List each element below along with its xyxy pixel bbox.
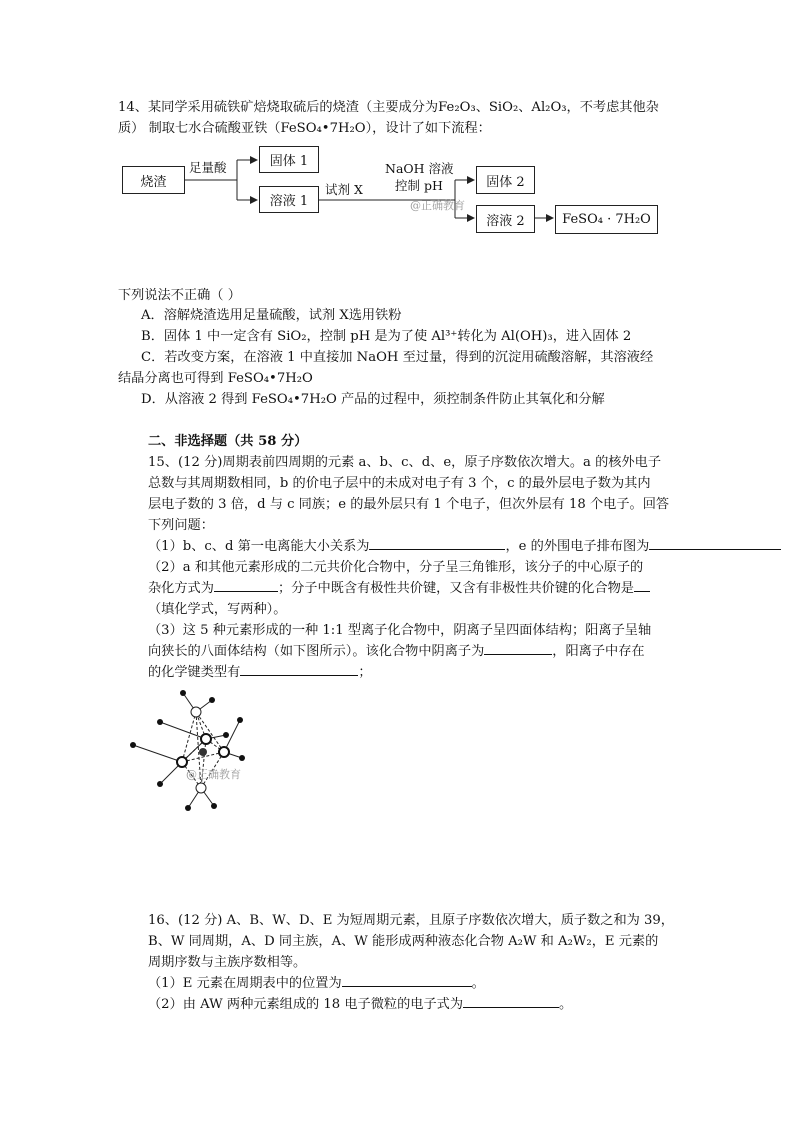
q16-line2: B、W 同周期，A、D 同主族，A、W 能形成两种液态化合物 A₂W 和 A₂W₂，E 元素的	[148, 934, 659, 949]
flow-box-solution2: 溶液 2	[476, 205, 535, 233]
flow-box-solid1: 固体 1	[259, 146, 319, 173]
q15-sub2-line1: （2）a 和其他元素形成的二元共价化合物中，分子呈三角锥形，该分子的中心原子的	[148, 560, 644, 575]
q16-sub1-text-b: 。	[471, 976, 485, 991]
figure-watermark: @正确教育	[186, 768, 241, 781]
q16-sub1-text-a: （1）E 元素在周期表中的位置为	[148, 976, 342, 991]
flow-label-ph: 控制 pH	[395, 178, 443, 193]
q15-sub3-line1: （3）这 5 种元素形成的一种 1:1 型离子化合物中，阴离子呈四面体结构；阳离子呈轴	[148, 623, 652, 638]
q15-sub2-text-b: 杂化方式为	[148, 581, 214, 596]
q16-sub1	[148, 974, 485, 993]
q14-option-c-line1: C．若改变方案，在溶液 1 中直接加 NaOH 至过量，得到的沉淀用硫酸溶解，其溶液经	[141, 350, 654, 365]
q16-sub2	[148, 995, 572, 1014]
q16-answer-blank-1[interactable]	[342, 974, 472, 987]
q15-line2: 总数与其周期数相同，b 的价电子层中的未成对电子有 3 个，c 的最外层电子数为其内	[148, 476, 651, 491]
q15-line4: 下列问题：	[148, 518, 214, 533]
q14-option-b: B．固体 1 中一定含有 SiO₂，控制 pH 是为了使 Al³⁺转化为 Al(OH)₃，进入固体 2	[141, 329, 632, 344]
q14-prompt: 下列说法不正确（ ）	[118, 288, 241, 303]
q15-sub3-text-c: ，阳离子中存在	[552, 644, 645, 659]
flow-label-acid: 足量酸	[189, 160, 227, 175]
q14-option-a: A．溶解烧渣选用足量硫酸，试剂 X选用铁粉	[141, 308, 402, 323]
q16-answer-blank-2[interactable]	[463, 995, 559, 1008]
q14-option-c-line2: 结晶分离也可得到 FeSO₄•7H₂O	[118, 371, 313, 386]
q16-line1: 16、(12 分) A、B、W、D、E 为短周期元素，且原子序数依次增大，质子数之和为 39，	[148, 913, 674, 928]
q14-option-d: D．从溶液 2 得到 FeSO₄•7H₂O 产品的过程中，须控制条件防止其氧化和分解	[141, 392, 605, 407]
q16-line3: 周期序数与主族序数相等。	[148, 955, 307, 970]
flow-label-reagent: 试剂 X	[325, 182, 363, 197]
q15-sub2-text-c: ；分子中既含有极性共价键，又含有非极性共价键的化合物是	[277, 581, 634, 596]
flow-box-start: 烧渣	[122, 166, 185, 194]
q16-sub2-text-a: （2）由 AW 两种元素组成的 18 电子微粒的电子式为	[148, 997, 464, 1012]
q15-line1: 15、(12 分)周期表前四周期的元素 a、b、c、d、e，原子序数依次增大。a 的核外电子	[148, 455, 662, 470]
q15-sub3-text-e: ；	[358, 665, 372, 680]
q14-stem-line2: 质） 制取七水合硫酸亚铁（FeSO₄•7H₂O），设计了如下流程：	[118, 121, 491, 136]
q16-sub2-text-b: 。	[559, 997, 573, 1012]
section-title: 二、非选择题（共 58 分）	[148, 434, 308, 449]
flow-label-naoh: NaOH 溶液	[385, 161, 454, 176]
q15-sub2-line3: （填化学式，写两种）。	[148, 602, 287, 617]
flow-box-solid2: 固体 2	[476, 166, 535, 194]
q15-sub1-text-b: ，e 的外围电子排布图为	[505, 539, 650, 554]
q14-stem-line1: 14、某同学采用硫铁矿焙烧取硫后的烧渣（主要成分为Fe₂O₃、SiO₂、Al₂O₃，不考虑其他杂	[118, 100, 659, 115]
q15-sub1-text-a: （1）b、c、d 第一电离能大小关系为	[148, 539, 370, 554]
flow-box-product: FeSO₄ · 7H₂O	[555, 205, 658, 234]
q15-sub3-text-b: 向狭长的八面体结构（如下图所示）。该化合物中阴离子为	[148, 644, 485, 659]
q15-sub3-text-d: 的化学键类型有	[148, 665, 241, 680]
q15-line3: 层电子数的 3 倍，d 与 c 同族；e 的最外层只有 1 个电子，但次外层有 18 个电子。回答	[148, 497, 670, 512]
flow-watermark: @正确教育	[410, 199, 465, 212]
flow-box-solution1: 溶液 1	[259, 186, 319, 213]
